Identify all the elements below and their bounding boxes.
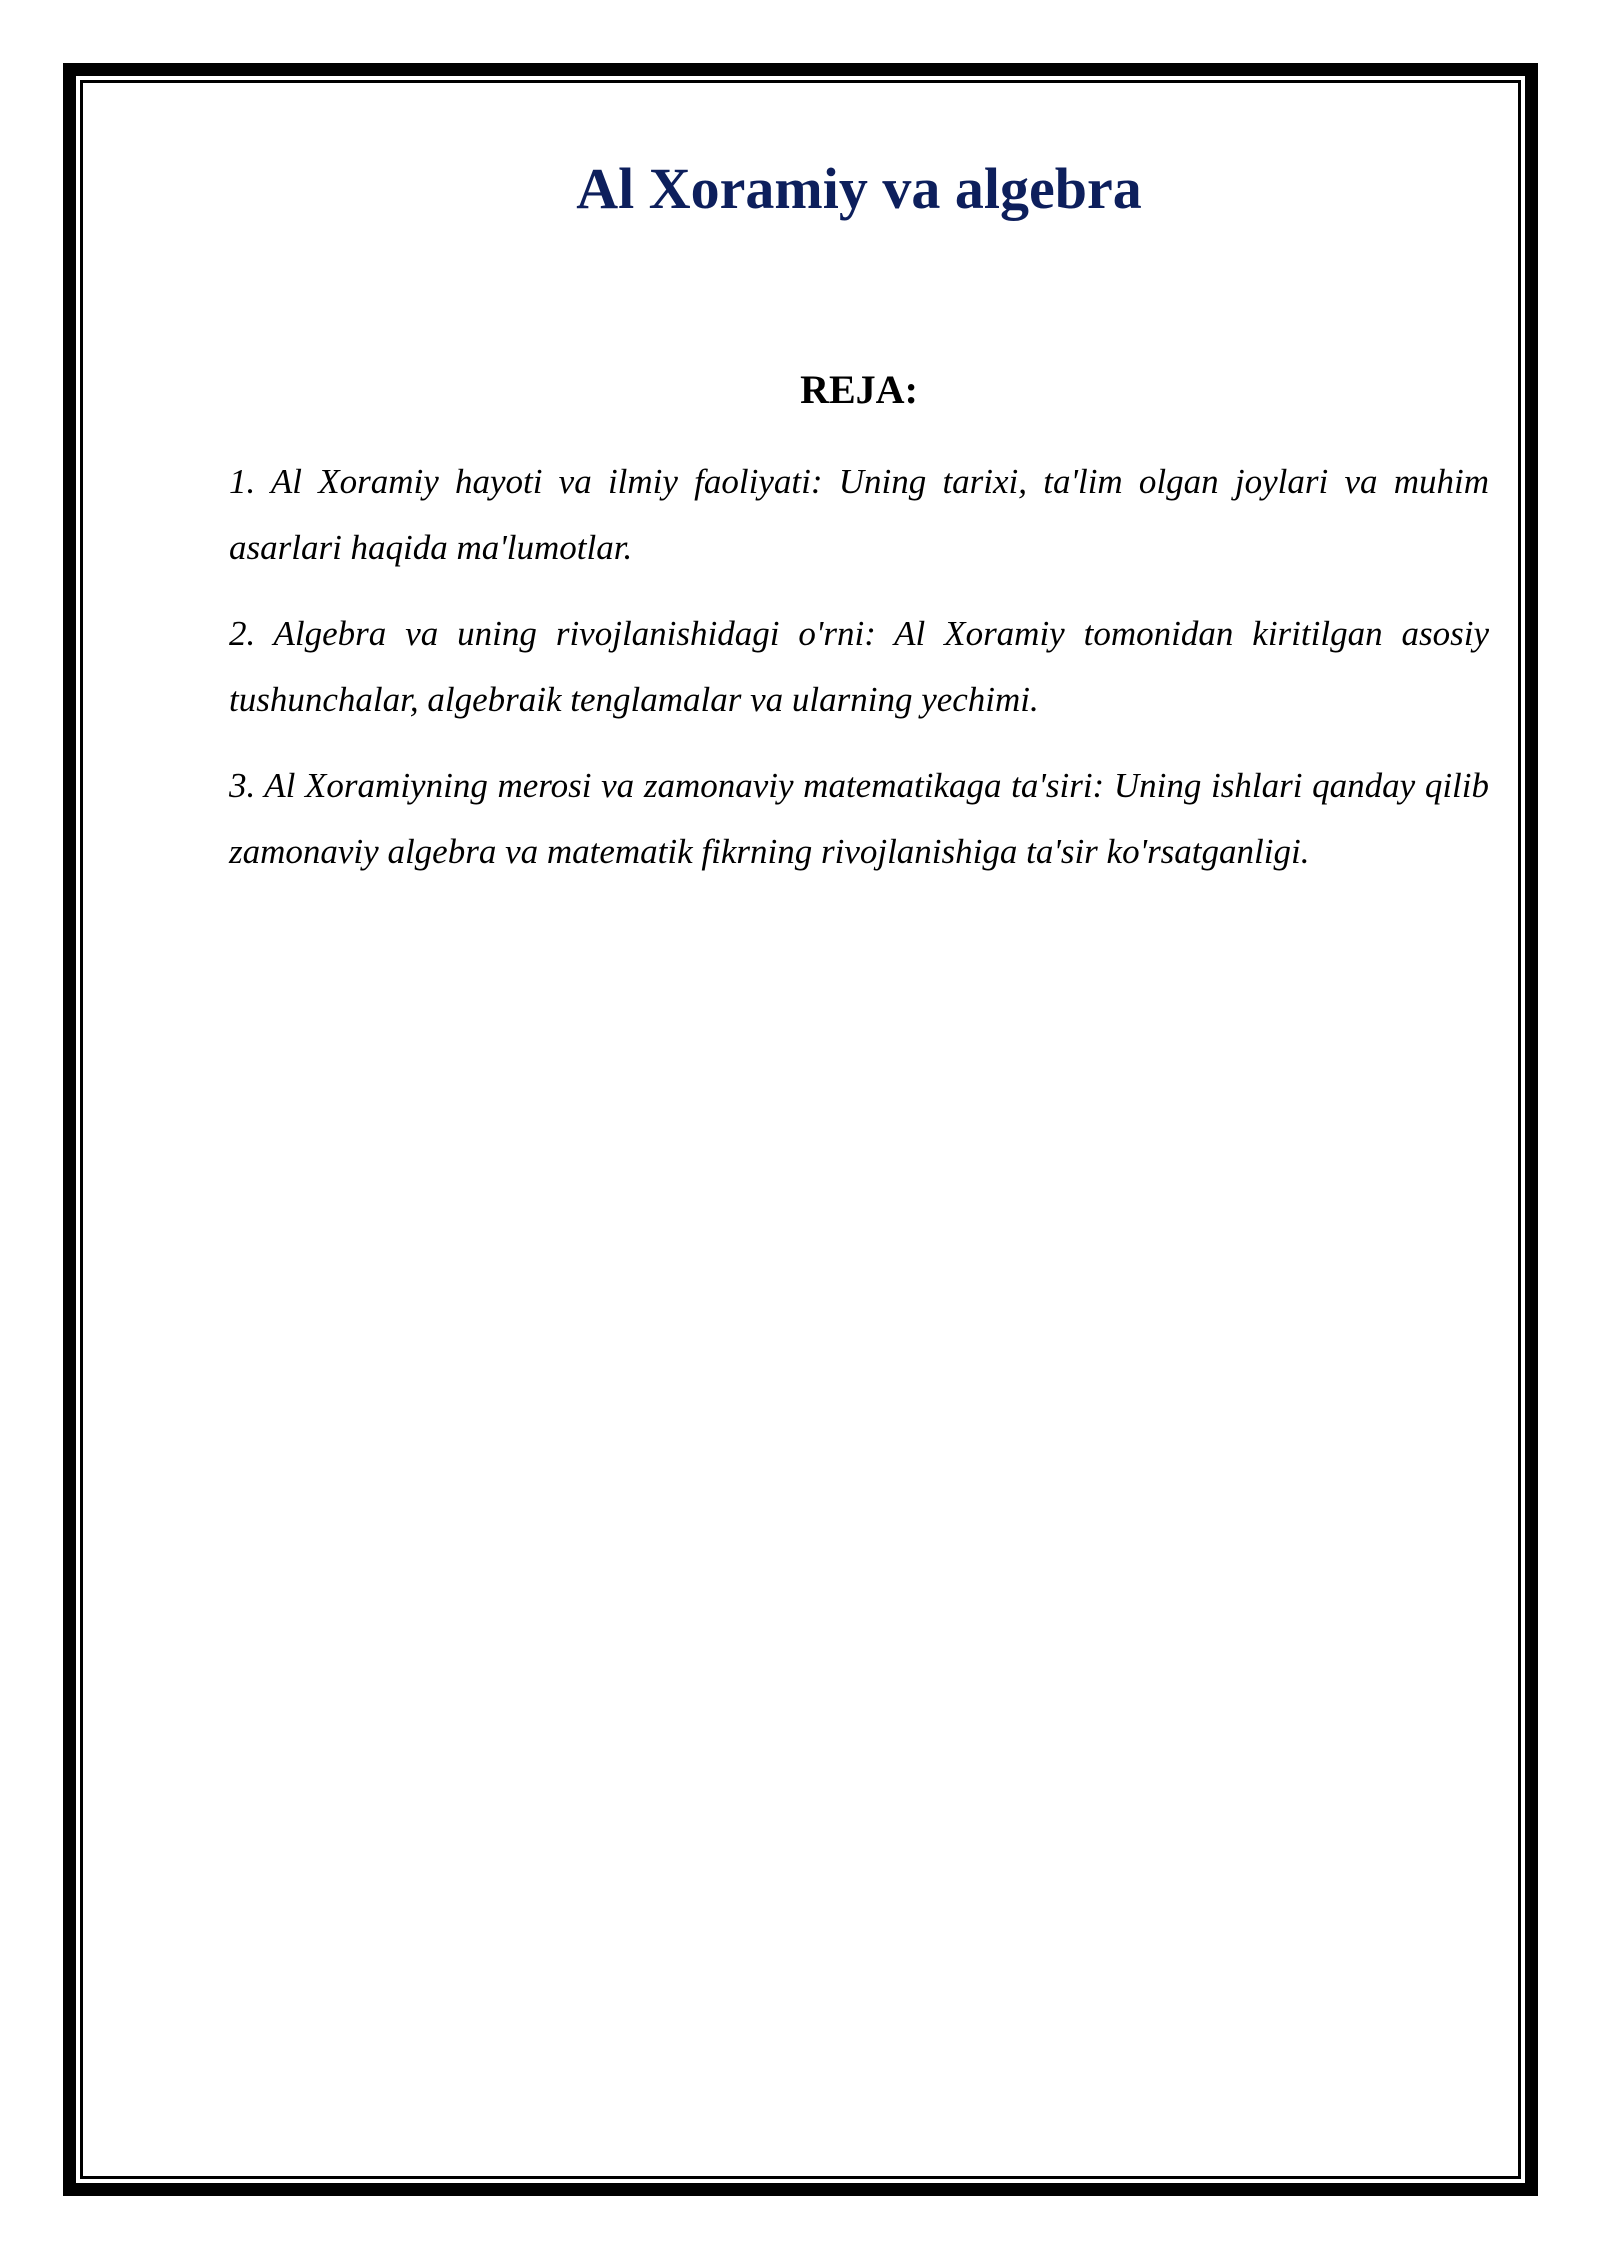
document-title: Al Xoramiy va algebra <box>576 156 1142 221</box>
plan-heading: REJA: <box>800 367 918 412</box>
plan-item-3: 3. Al Xoramiyning merosi va zamonaviy matematikaga ta'siri: Uning ishlari qanday qilib zamonaviy algebra va matematik fikrning rivojlanishiga ta'sir ko'rsatganligi. <box>229 766 1489 871</box>
plan-item-2: 2. Algebra va uning rivojlanishidagi o'rni: Al Xoramiy tomonidan kiritilgan asosiy tushunchalar, algebraik tenglamalar va ularning yechimi. <box>229 614 1489 719</box>
plan-list <box>229 449 1489 905</box>
plan-item-1: 1. Al Xoramiy hayoti va ilmiy faoliyati: Uning tarixi, ta'lim olgan joylari va muhim asarlari haqida ma'lumotlar. <box>229 462 1489 567</box>
